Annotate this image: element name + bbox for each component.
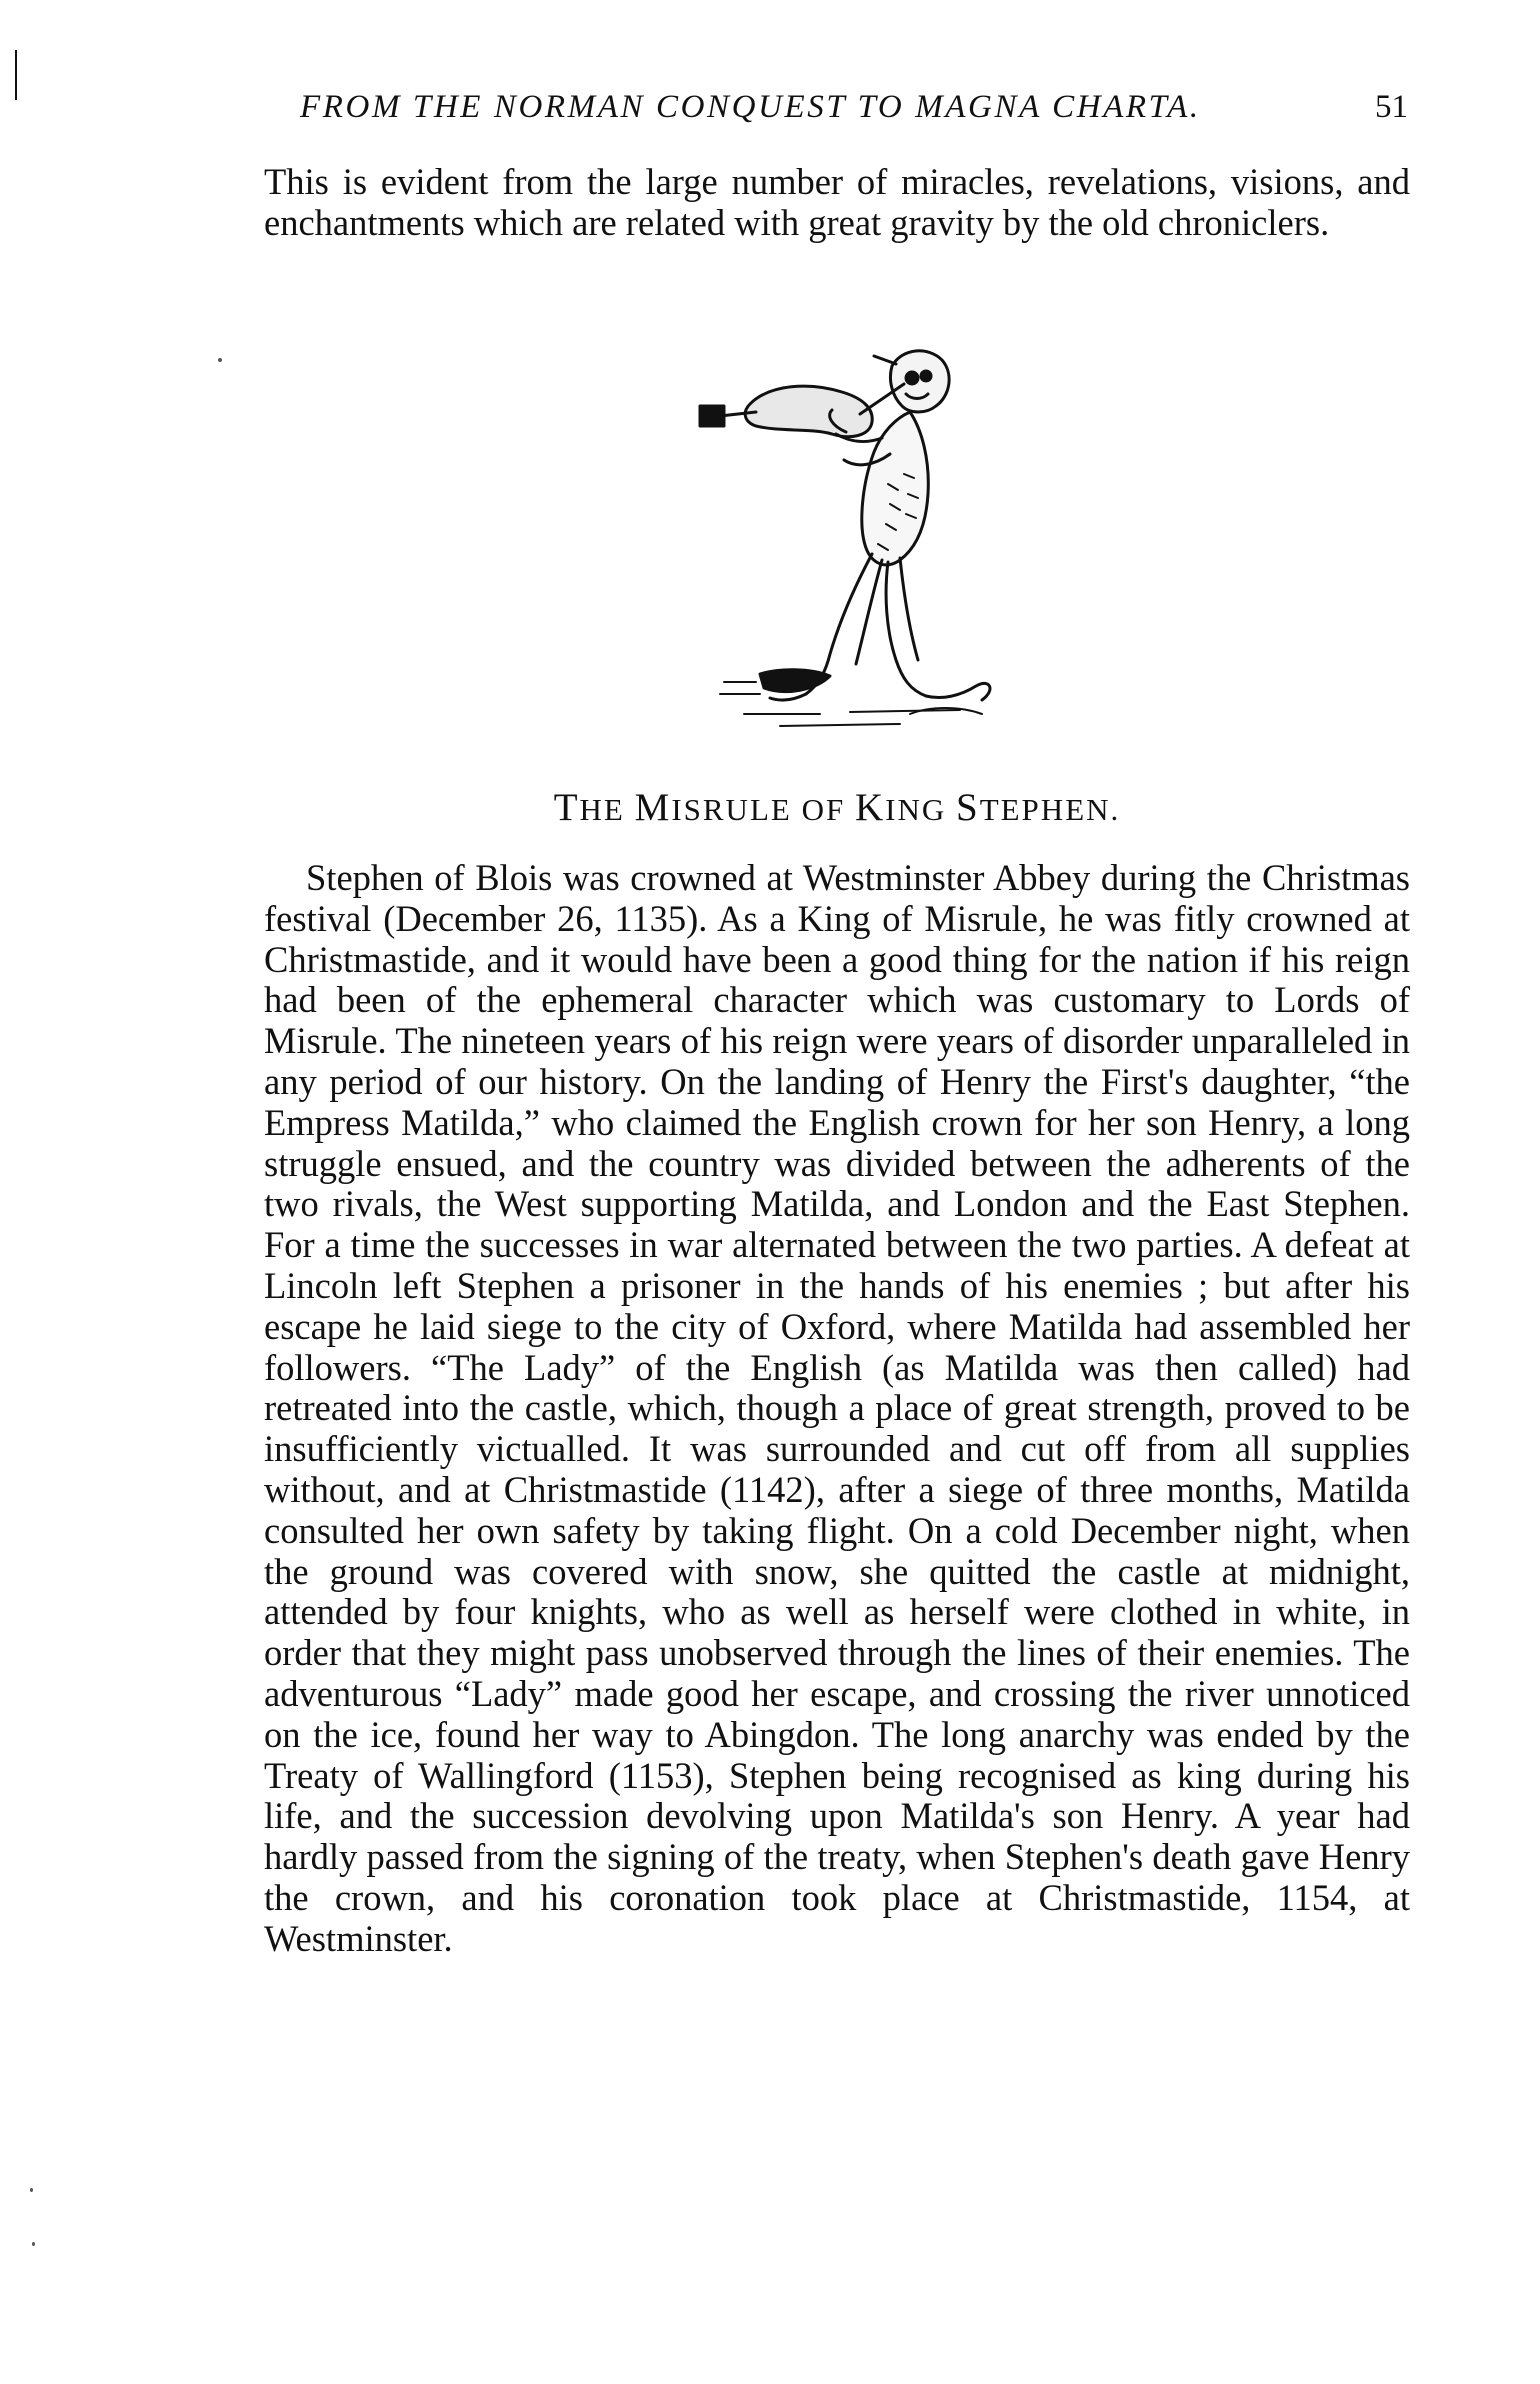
heading-rest-misrule: ISRULE: [671, 792, 792, 827]
scan-speck: [32, 2242, 35, 2246]
heading-initial-king: K: [854, 786, 886, 829]
main-paragraph: Stephen of Blois was crowned at Westminster Abbey during the Christmas festival (December 26, 1135). As a King of Misrule, he was fitly crowned at Christmastide, and it would have been a good thing for the nation if his reign had been of the ephemeral character which was customary to Lords of Misrule. The nineteen years of his reign were years of disorder unparalleled in any period of our history. On the landing of Henry the First's daughter, “the Empress Matilda,” who claimed the English crown for her son Henry, a long struggle ensued, and the country was divided between the adherents of the two rivals, the West supporting Matilda, and London and the East Stephen. For a time the successes in war alternated between the two parties. A defeat at Lincoln left Stephen a prisoner in the hands of his enemies ; but after his escape he laid siege to the city of Oxford, where Matilda had assembled her followers. “The Lady” of the English (as Matilda was then called) had retreated into the castle, which, though a place of great strength, proved to be insufficiently victualled. It was surrounded and cut off from all supplies without, and at Christmastide (1142), after a siege of three months, Matilda consulted her own safety by taking flight. On a cold December night, when the ground was covered with snow, she quitted the castle at midnight, attended by four knights, who as well as herself were clothed in white, in order that they might pass unobserved through the lines of their enemies. The adventurous “Lady” made good her escape, and crossing the river unnoticed on the ice, found her way to Abingdon. The long anarchy was ended by the Treaty of Wallingford (1153), Stephen being recognised as king during his life, and the succession devolving upon Matilda's son Henry. A year had hardly passed from the signing of the treaty, when Stephen's death gave Henry the crown, and his coronation took place at Christmastide, 1154, at Westminster.: [264, 857, 1410, 1959]
page-number: 51: [1375, 89, 1408, 125]
heading-rest-stephen: TEPHEN.: [979, 792, 1121, 827]
heading-initial-stephen: S: [955, 786, 980, 829]
heading-initial-the: T: [553, 786, 580, 829]
heading-initial-misrule: M: [634, 786, 672, 829]
heading-rest-king: ING: [885, 792, 947, 827]
page-header: [300, 82, 1408, 132]
heading-rest-the: HE: [579, 792, 625, 827]
scan-speck: [218, 358, 222, 362]
illustration-ape-fiddler: [660, 334, 1020, 734]
heading-word-of: OF: [801, 792, 846, 827]
section-heading: [264, 786, 1410, 832]
scan-margin-rule: [15, 50, 17, 100]
intro-paragraph: This is evident from the large number of miracles, revelations, visions, and enchantments which are related with great gravity by the old chroniclers.: [264, 161, 1410, 243]
running-title: FROM THE NORMAN CONQUEST TO MAGNA CHARTA.: [300, 89, 1201, 125]
scan-speck: [30, 2188, 33, 2192]
